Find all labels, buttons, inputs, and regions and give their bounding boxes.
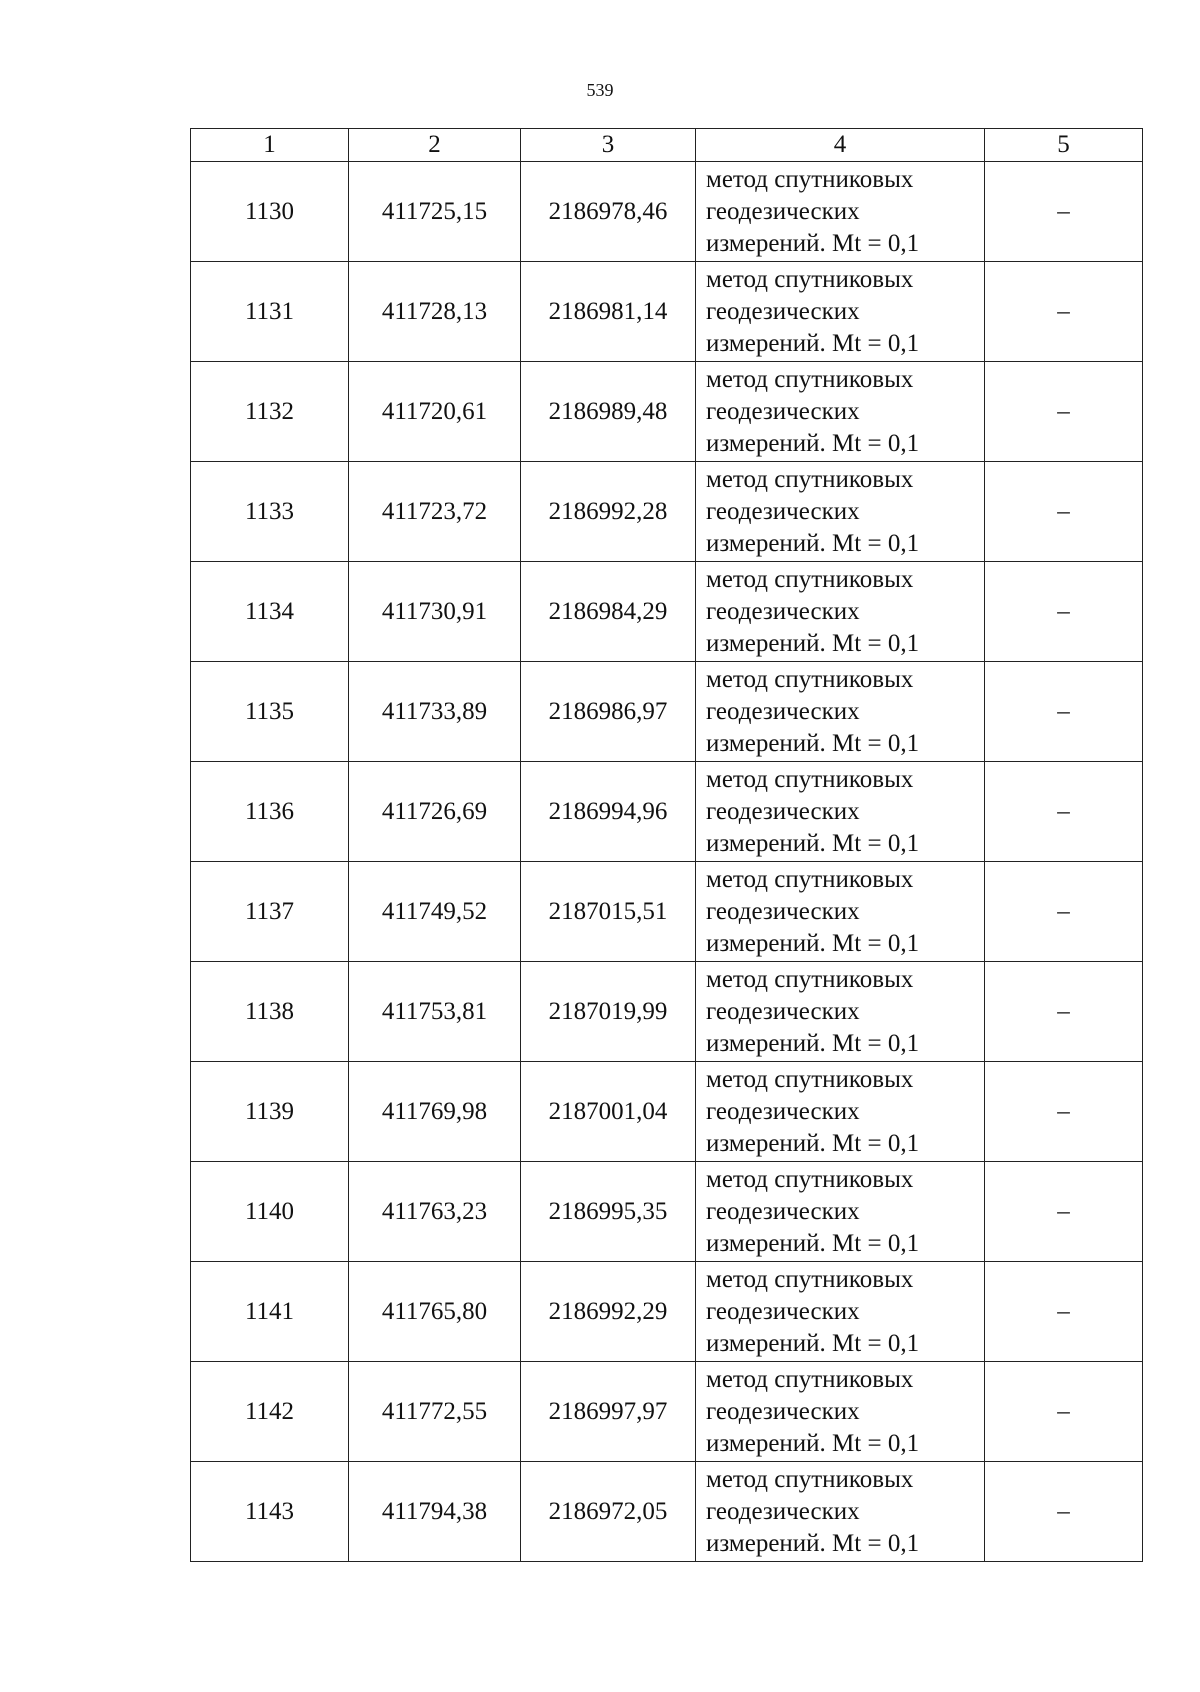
method-cell [696,162,985,262]
x-coordinate-cell: 411730,91 [349,562,521,662]
y-coordinate-cell: 2186992,28 [521,462,696,562]
note-cell: – [985,262,1143,362]
method-text-line: метод спутниковых [706,865,914,893]
point-number-cell: 1131 [191,262,349,362]
header-row [191,129,1143,162]
method-text-line: измерений. Mt = 0,1 [706,1129,920,1157]
table-row [191,762,1143,862]
table-row [191,1062,1143,1162]
method-text-line: измерений. Mt = 0,1 [706,1029,920,1057]
x-coordinate-cell: 411728,13 [349,262,521,362]
y-coordinate-cell: 2186995,35 [521,1162,696,1262]
point-number-cell: 1136 [191,762,349,862]
y-coordinate-cell: 2186992,29 [521,1262,696,1362]
note-cell: – [985,1162,1143,1262]
point-number-cell: 1137 [191,862,349,962]
method-text-line: измерений. Mt = 0,1 [706,1529,920,1557]
table-row [191,1362,1143,1462]
method-text-line: геодезических [706,997,860,1025]
method-text-line: метод спутниковых [706,665,914,693]
y-coordinate-cell: 2186978,46 [521,162,696,262]
point-number-cell: 1138 [191,962,349,1062]
method-text-line: метод спутниковых [706,1265,914,1293]
point-number-cell: 1133 [191,462,349,562]
coordinates-table [190,128,1143,1562]
method-text-line: метод спутниковых [706,1465,914,1493]
y-coordinate-cell: 2186986,97 [521,662,696,762]
method-cell [696,1362,985,1462]
y-coordinate-cell: 2187001,04 [521,1062,696,1162]
point-number-cell: 1135 [191,662,349,762]
method-text-line: измерений. Mt = 0,1 [706,229,920,257]
method-text-line: метод спутниковых [706,1065,914,1093]
table-row [191,562,1143,662]
note-cell: – [985,162,1143,262]
note-cell: – [985,362,1143,462]
method-text-line: измерений. Mt = 0,1 [706,429,920,457]
method-text-line: метод спутниковых [706,965,914,993]
method-text-line: геодезических [706,897,860,925]
x-coordinate-cell: 411720,61 [349,362,521,462]
method-text-line: измерений. Mt = 0,1 [706,1429,920,1457]
method-text-line: измерений. Mt = 0,1 [706,829,920,857]
table-row [191,1262,1143,1362]
method-cell [696,262,985,362]
table-row [191,162,1143,262]
point-number-cell: 1141 [191,1262,349,1362]
y-coordinate-cell: 2186981,14 [521,262,696,362]
table-row [191,462,1143,562]
point-number-cell: 1130 [191,162,349,262]
point-number-cell: 1143 [191,1462,349,1562]
y-coordinate-cell: 2186984,29 [521,562,696,662]
column-header-5: 5 [985,129,1143,162]
method-text-line: метод спутниковых [706,765,914,793]
x-coordinate-cell: 411765,80 [349,1262,521,1362]
x-coordinate-cell: 411794,38 [349,1462,521,1562]
table-row [191,662,1143,762]
x-coordinate-cell: 411723,72 [349,462,521,562]
method-cell [696,662,985,762]
method-cell [696,562,985,662]
x-coordinate-cell: 411733,89 [349,662,521,762]
note-cell: – [985,1062,1143,1162]
table-header [191,129,1143,162]
method-text-line: геодезических [706,197,860,225]
method-text-line: измерений. Mt = 0,1 [706,1229,920,1257]
method-text-line: измерений. Mt = 0,1 [706,1329,920,1357]
page-number: 539 [586,80,614,100]
x-coordinate-cell: 411725,15 [349,162,521,262]
y-coordinate-cell: 2186989,48 [521,362,696,462]
note-cell: – [985,662,1143,762]
method-text-line: геодезических [706,1097,860,1125]
method-text-line: геодезических [706,397,860,425]
method-text-line: метод спутниковых [706,465,914,493]
method-text-line: геодезических [706,497,860,525]
table-row [191,1462,1143,1562]
column-header-1: 1 [191,129,349,162]
table-row [191,962,1143,1062]
x-coordinate-cell: 411726,69 [349,762,521,862]
y-coordinate-cell: 2186997,97 [521,1362,696,1462]
point-number-cell: 1134 [191,562,349,662]
method-cell [696,462,985,562]
method-cell [696,1162,985,1262]
method-text-line: измерений. Mt = 0,1 [706,729,920,757]
method-text-line: метод спутниковых [706,1365,914,1393]
y-coordinate-cell: 2186972,05 [521,1462,696,1562]
method-text-line: измерений. Mt = 0,1 [706,329,920,357]
note-cell: – [985,862,1143,962]
method-text-line: геодезических [706,1497,860,1525]
note-cell: – [985,462,1143,562]
table-row [191,262,1143,362]
method-cell [696,1462,985,1562]
note-cell: – [985,562,1143,662]
method-text-line: метод спутниковых [706,265,914,293]
table-row [191,362,1143,462]
y-coordinate-cell: 2187015,51 [521,862,696,962]
column-header-4: 4 [696,129,985,162]
method-cell [696,362,985,462]
method-text-line: метод спутниковых [706,1165,914,1193]
method-text-line: геодезических [706,597,860,625]
method-text-line: метод спутниковых [706,365,914,393]
method-cell [696,762,985,862]
method-text-line: метод спутниковых [706,165,914,193]
y-coordinate-cell: 2187019,99 [521,962,696,1062]
x-coordinate-cell: 411763,23 [349,1162,521,1262]
method-text-line: геодезических [706,297,860,325]
method-text-line: измерений. Mt = 0,1 [706,629,920,657]
x-coordinate-cell: 411753,81 [349,962,521,1062]
column-header-3: 3 [521,129,696,162]
method-text-line: геодезических [706,1197,860,1225]
point-number-cell: 1140 [191,1162,349,1262]
note-cell: – [985,1262,1143,1362]
method-text-line: геодезических [706,1297,860,1325]
x-coordinate-cell: 411772,55 [349,1362,521,1462]
note-cell: – [985,1362,1143,1462]
method-text-line: измерений. Mt = 0,1 [706,529,920,557]
point-number-cell: 1142 [191,1362,349,1462]
column-header-2: 2 [349,129,521,162]
method-cell [696,862,985,962]
table-body [191,162,1143,1562]
note-cell: – [985,762,1143,862]
table-row [191,862,1143,962]
table-row [191,1162,1143,1262]
x-coordinate-cell: 411769,98 [349,1062,521,1162]
note-cell: – [985,1462,1143,1562]
x-coordinate-cell: 411749,52 [349,862,521,962]
method-cell [696,962,985,1062]
method-text-line: метод спутниковых [706,565,914,593]
method-text-line: геодезических [706,797,860,825]
method-text-line: геодезических [706,697,860,725]
method-text-line: измерений. Mt = 0,1 [706,929,920,957]
point-number-cell: 1139 [191,1062,349,1162]
method-text-line: геодезических [706,1397,860,1425]
note-cell: – [985,962,1143,1062]
method-cell [696,1262,985,1362]
point-number-cell: 1132 [191,362,349,462]
y-coordinate-cell: 2186994,96 [521,762,696,862]
method-cell [696,1062,985,1162]
